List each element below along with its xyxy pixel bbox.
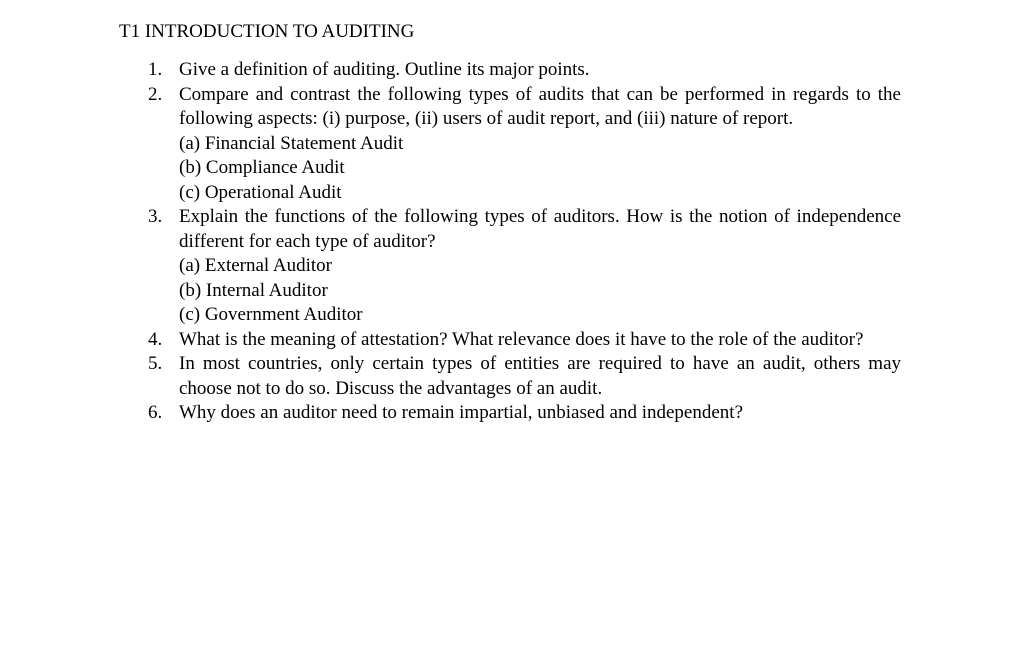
question-list [0, 58, 1014, 426]
question-item-4 [0, 328, 901, 353]
sub-item-compliance-audit: (b) Compliance Audit [179, 157, 345, 178]
question-text: What is the meaning of attestation? What relevance does it have to the role of the auditor? [179, 328, 864, 350]
sub-item-operational-audit: (c) Operational Audit [179, 181, 342, 203]
question-item-2 [0, 83, 901, 206]
question-number: 4. [148, 328, 163, 350]
question-text: Why does an auditor need to remain impartial, unbiased and independent? [179, 402, 744, 423]
sub-item-government-auditor: (c) Government Auditor [179, 304, 363, 325]
sub-item-financial-statement-audit: (a) Financial Statement Audit [179, 132, 404, 154]
question-item-5 [0, 352, 901, 401]
question-text: In most countries, only certain types of entities are required to have an audit, others may choose not to do so. Discuss the advantages of an audit. [179, 353, 901, 399]
sub-item-internal-auditor: (b) Internal Auditor [179, 279, 328, 301]
question-item-3 [0, 205, 901, 328]
question-number: 2. [148, 83, 163, 105]
sub-item-list [179, 132, 901, 206]
question-text: Explain the functions of the following types of auditors. How is the notion of independence different for each type of auditor? [179, 206, 901, 252]
question-text: Compare and contrast the following types of audits that can be performed in regards to the following aspects: (i) purpose, (ii) users of audit report, and (iii) nature of report. [179, 83, 901, 129]
question-number: 6. [148, 402, 163, 423]
question-number: 1. [148, 59, 163, 80]
question-number: 5. [148, 353, 163, 374]
sub-item-external-auditor: (a) External Auditor [179, 255, 333, 276]
question-item-1 [0, 58, 901, 83]
question-item-6 [0, 401, 901, 426]
question-number: 3. [148, 206, 163, 227]
page-title: T1 INTRODUCTION TO AUDITING [119, 21, 415, 42]
question-text: Give a definition of auditing. Outline its major points. [179, 59, 590, 80]
sub-item-list [179, 254, 901, 328]
